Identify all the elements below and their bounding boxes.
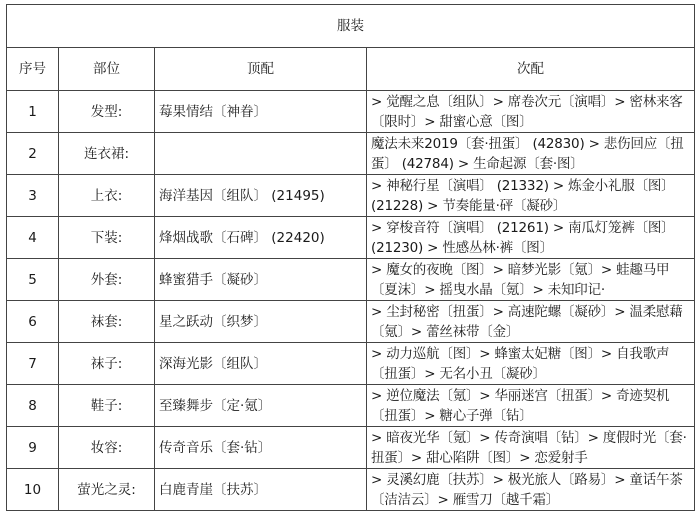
table-row [7,301,695,343]
table-row [7,427,695,469]
header-sub: 次配 [367,48,695,91]
row-number: 10 [7,469,59,511]
row-part: 妆容: [59,427,155,469]
row-top-item: 烽烟战歌〔石碑〕 (22420) [155,217,367,259]
row-sub-items: > 灵溪幻鹿〔扶苏〕> 极光旅人〔路易〕> 童话午茶〔洁洁云〕> 雁雪刀〔越千霜〕 [367,469,695,511]
row-number: 5 [7,259,59,301]
row-part: 连衣裙: [59,133,155,175]
table-row [7,259,695,301]
row-number: 3 [7,175,59,217]
outfit-table [6,4,695,511]
row-sub-items: > 神秘行星〔演唱〕 (21332) > 炼金小礼服〔图〕 (21228) > 节奏能量·砰〔凝砂〕 [367,175,695,217]
table-row [7,175,695,217]
row-number: 2 [7,133,59,175]
row-sub-items: > 动力巡航〔图〕> 蜂蜜太妃糖〔图〕> 自我歌声〔扭蛋〕> 无名小丑〔凝砂〕 [367,343,695,385]
row-top-item: 海洋基因〔组队〕 (21495) [155,175,367,217]
row-top-item: 星之跃动〔织梦〕 [155,301,367,343]
table-title-row [7,5,695,48]
row-top-item: 传奇音乐〔套·钻〕 [155,427,367,469]
row-part: 鞋子: [59,385,155,427]
header-top: 顶配 [155,48,367,91]
row-sub-items: > 逆位魔法〔氪〕> 华丽迷宫〔扭蛋〕> 奇迹契机〔扭蛋〕> 糖心子弹〔钻〕 [367,385,695,427]
table-row [7,469,695,511]
row-part: 上衣: [59,175,155,217]
row-number: 6 [7,301,59,343]
row-top-item: 白鹿青崖〔扶苏〕 [155,469,367,511]
table-row [7,385,695,427]
row-sub-items: > 魔女的夜晚〔图〕> 暗梦光影〔氪〕> 蛙趣马甲〔夏沫〕> 摇曳水晶〔氪〕> 未知印记· [367,259,695,301]
row-sub-items: > 穿梭音符〔演唱〕 (21261) > 南瓜灯笼裤〔图〕 (21230) > 性感丛林·裤〔图〕 [367,217,695,259]
row-sub-items: > 暗夜光华〔氪〕> 传奇演唱〔钻〕> 度假时光〔套·扭蛋〕> 甜心陷阱〔图〕> 恋爱射手 [367,427,695,469]
table-header-row [7,48,695,91]
header-part: 部位 [59,48,155,91]
row-top-item: 蜂蜜猎手〔凝砂〕 [155,259,367,301]
row-part: 外套: [59,259,155,301]
row-part: 下装: [59,217,155,259]
row-part: 发型: [59,91,155,133]
row-sub-items: > 尘封秘密〔扭蛋〕> 高速陀螺〔凝砂〕> 温柔慰藉〔氪〕> 蕾丝袜带〔金〕 [367,301,695,343]
table-row [7,343,695,385]
row-sub-items: > 觉醒之息〔组队〕> 席卷次元〔演唱〕> 密林来客〔限时〕> 甜蜜心意〔图〕 [367,91,695,133]
row-number: 8 [7,385,59,427]
table-row [7,91,695,133]
row-number: 7 [7,343,59,385]
row-number: 1 [7,91,59,133]
row-top-item: 莓果情结〔神眷〕 [155,91,367,133]
header-no: 序号 [7,48,59,91]
row-part: 袜子: [59,343,155,385]
table-row [7,133,695,175]
row-top-item: 至臻舞步〔定·氪〕 [155,385,367,427]
row-part: 萤光之灵: [59,469,155,511]
row-top-item: 深海光影〔组队〕 [155,343,367,385]
table-title: 服装 [7,5,695,48]
row-number: 9 [7,427,59,469]
row-part: 袜套: [59,301,155,343]
row-number: 4 [7,217,59,259]
row-top-item [155,133,367,175]
table-row [7,217,695,259]
row-sub-items: 魔法未来2019〔套·扭蛋〕 (42830) > 悲伤回应〔扭蛋〕 (42784) > 生命起源〔套·图〕 [367,133,695,175]
